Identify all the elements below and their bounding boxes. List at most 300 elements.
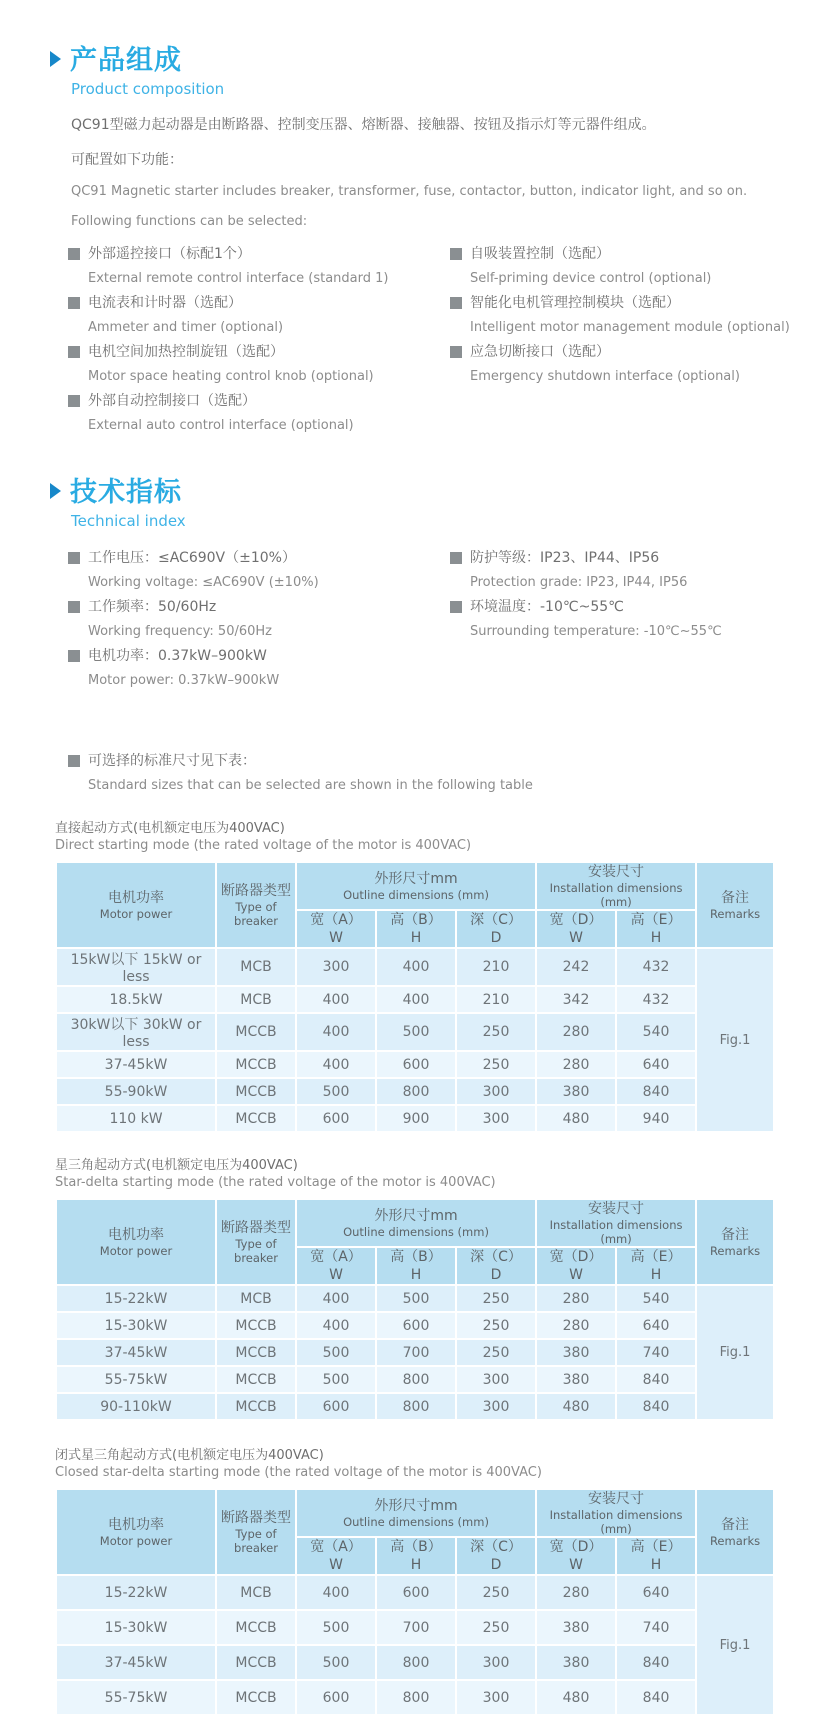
table-cell: 500 [296,1366,376,1393]
table-caption-en: Star-delta starting mode (the rated voltage of the motor is 400VAC) [55,1175,496,1190]
table-cell: 480 [536,1105,616,1132]
subheader-letter: D [490,1557,502,1573]
table-cell: 210 [456,986,536,1013]
table-cell: 280 [536,1285,616,1312]
table-cell: 250 [456,1610,536,1645]
table-cell: MCB [216,986,296,1013]
table-cell: 300 [456,1105,536,1132]
section-title-en: Technical index [71,512,186,530]
col-header-remarks [696,862,774,948]
item-text-en: Protection grade: IP23, IP44, IP56 [470,575,688,590]
col-header-installation-dimensions [536,1489,696,1537]
subheader-letter: W [329,1557,343,1573]
table-cell: 500 [296,1610,376,1645]
table-cell: MCCB [216,1051,296,1078]
table-cell: 540 [616,1013,696,1051]
header-text-en: Remarks [709,1534,761,1548]
col-subheader-dimension [536,1247,616,1285]
list-item [450,244,830,288]
item-text-en: External auto control interface (optional) [88,418,354,433]
table-cell: 400 [296,1285,376,1312]
table-cell: 500 [376,1013,456,1051]
table-row [56,1339,774,1366]
bullet-square-icon [68,650,80,662]
subheader-text-cn: 宽（A） [310,1539,362,1555]
item-text-cn: 应急切断接口（选配） [470,344,610,360]
table-cell: 600 [376,1312,456,1339]
header-text-en: Outline dimensions (mm) [343,1225,489,1239]
table-cell: 15-30kW [56,1610,216,1645]
table-cell: 700 [376,1610,456,1645]
table-cell: 15kW以下 15kW or less [56,948,216,986]
list-item [68,646,450,690]
item-text-en: Motor space heating control knob (optional) [88,369,374,384]
table-cell: 37-45kW [56,1339,216,1366]
header-text-cn: 断路器类型 [221,1220,291,1236]
table-cell: 700 [376,1339,456,1366]
item-text-en: Emergency shutdown interface (optional) [470,369,740,384]
subheader-text-cn: 深（C） [470,1249,522,1265]
section-heading [50,38,830,77]
table-cell: 300 [456,1366,536,1393]
header-row [56,862,774,910]
col-header-installation-dimensions [536,862,696,910]
list-item [68,597,450,641]
table-cell: 800 [376,1645,456,1680]
table-cell: MCB [216,1285,296,1312]
bullet-square-icon [68,297,80,309]
subheader-text-cn: 高（E） [630,912,682,928]
list-item [68,293,450,337]
item-text-en: Ammeter and timer (optional) [88,320,284,335]
bullet-square-icon [68,601,80,613]
table-cell: 300 [296,948,376,986]
dimension-table-grid [55,861,775,1133]
bullet-square-icon [68,552,80,564]
table-cell: 37-45kW [56,1645,216,1680]
table-cell: 500 [296,1078,376,1105]
remark-cell: Fig.1 [696,1575,774,1715]
item-text-cn: 智能化电机管理控制模块（选配） [470,295,680,311]
feature-columns [68,244,830,440]
header-text-cn: 断路器类型 [221,883,291,899]
subheader-text-cn: 高（E） [630,1539,682,1555]
subheader-letter: H [650,1557,662,1573]
item-text-cn: 防护等级：IP23、IP44、IP56 [470,550,660,566]
table-cell: 600 [296,1680,376,1715]
table-row [56,1078,774,1105]
table-cell: 740 [616,1339,696,1366]
subheader-text-cn: 宽（D） [549,1539,603,1555]
triangle-arrow-icon [50,483,61,499]
col-subheader-dimension [296,1537,376,1575]
closed-star-delta-table-block [55,1447,830,1716]
table-row [56,1575,774,1610]
table-cell: MCCB [216,1610,296,1645]
table-cell: 280 [536,1051,616,1078]
col-header-breaker-type [216,1199,296,1285]
dimension-table [55,861,830,1133]
col-subheader-dimension [296,1247,376,1285]
header-text-en: Outline dimensions (mm) [343,1515,489,1529]
dimension-table-grid [55,1198,775,1421]
table-cell: 342 [536,986,616,1013]
item-text-en: Intelligent motor management module (optional) [470,320,790,335]
config-text-cn: 可配置如下功能： [71,152,183,168]
table-cell: 940 [616,1105,696,1132]
header-row [56,1199,774,1247]
bullet-square-icon [68,755,80,767]
bullet-square-icon [450,601,462,613]
item-text-en: Working voltage: ≤AC690V (±10%) [88,575,319,590]
table-cell: 900 [376,1105,456,1132]
col-subheader-dimension [376,1247,456,1285]
table-cell: 110 kW [56,1105,216,1132]
table-cell: 55-90kW [56,1078,216,1105]
list-item [68,244,450,288]
table-cell: 280 [536,1013,616,1051]
table-cell: 250 [456,1312,536,1339]
table-cell: 840 [616,1645,696,1680]
col-header-breaker-type [216,862,296,948]
header-text-cn: 外形尺寸mm [374,1498,458,1514]
col-header-outline-dimensions [296,862,536,910]
section-title-en: Product composition [71,80,225,98]
bullet-square-icon [68,248,80,260]
table-cell: 300 [456,1393,536,1420]
intro-paragraphs [71,114,830,229]
table-cell: 55-75kW [56,1366,216,1393]
bullet-square-icon [450,248,462,260]
subheader-text-cn: 宽（A） [310,1249,362,1265]
subheader-letter: D [490,1267,502,1283]
header-text-en: Type of breaker [234,1527,278,1555]
table-cell: MCCB [216,1339,296,1366]
subheader-letter: W [569,930,583,946]
item-text-cn: 外部遥控接口（标配1个） [88,246,251,262]
note-text-cn: 可选择的标准尺寸见下表： [88,753,256,769]
table-cell: 400 [296,986,376,1013]
table-cell: 242 [536,948,616,986]
table-caption-cn: 星三角起动方式(电机额定电压为400VAC) [55,1158,298,1173]
table-cell: 600 [296,1105,376,1132]
subheader-letter: W [329,930,343,946]
note-text-en: Standard sizes that can be selected are shown in the following table [88,778,533,793]
table-cell: 37-45kW [56,1051,216,1078]
triangle-arrow-icon [50,51,61,67]
item-text-cn: 工作电压：≤AC690V（±10%） [88,550,296,566]
table-caption-cn: 直接起动方式(电机额定电压为400VAC) [55,821,285,836]
table-cell: 540 [616,1285,696,1312]
col-header-motor-power [56,1199,216,1285]
table-cell: 380 [536,1339,616,1366]
table-cell: 840 [616,1078,696,1105]
list-item [450,597,830,641]
col-header-outline-dimensions [296,1489,536,1537]
table-cell: 840 [616,1680,696,1715]
table-cell: 400 [296,1312,376,1339]
item-text-en: External remote control interface (standard 1) [88,271,389,286]
table-cell: 480 [536,1680,616,1715]
subheader-text-cn: 高（E） [630,1249,682,1265]
col-header-remarks [696,1489,774,1575]
table-cell: 15-30kW [56,1312,216,1339]
header-text-cn: 安装尺寸 [588,864,645,880]
subheader-text-cn: 深（C） [470,912,522,928]
section-title-cn: 技术指标 [70,477,182,508]
subheader-letter: W [569,1267,583,1283]
table-cell: 840 [616,1393,696,1420]
table-cell: 400 [376,986,456,1013]
table-cell: 250 [456,1339,536,1366]
subheader-text-cn: 宽（A） [310,912,362,928]
subheader-letter: H [410,930,422,946]
header-text-cn: 安装尺寸 [588,1491,645,1507]
col-subheader-dimension [456,1247,536,1285]
table-row [56,1013,774,1051]
star-delta-table-block [55,1157,830,1421]
subheader-letter: W [329,1267,343,1283]
col-subheader-dimension [536,1537,616,1575]
table-cell: 500 [296,1339,376,1366]
header-text-en: Remarks [709,1244,761,1258]
table-cell: 280 [536,1575,616,1610]
col-subheader-dimension [536,910,616,948]
table-cell: 640 [616,1575,696,1610]
table-caption-en: Direct starting mode (the rated voltage of the motor is 400VAC) [55,838,472,853]
table-cell: 300 [456,1078,536,1105]
table-cell: 90-110kW [56,1393,216,1420]
table-cell: 400 [296,1051,376,1078]
col-header-outline-dimensions [296,1199,536,1247]
table-cell: MCCB [216,1366,296,1393]
table-cell: 740 [616,1610,696,1645]
item-text-en: Working frequency: 50/60Hz [88,624,272,639]
table-cell: 380 [536,1366,616,1393]
subheader-letter: H [410,1267,422,1283]
header-text-cn: 电机功率 [108,1227,164,1243]
product-composition-section [50,38,830,440]
header-text-cn: 备注 [721,1517,750,1533]
table-cell: 500 [296,1645,376,1680]
table-cell: 800 [376,1393,456,1420]
table-cell: MCCB [216,1105,296,1132]
col-header-motor-power [56,1489,216,1575]
feature-list-left [68,244,450,440]
header-text-en: Remarks [709,907,761,921]
table-cell: 250 [456,1051,536,1078]
col-subheader-dimension [456,1537,536,1575]
dimension-table [55,1198,830,1421]
table-cell: MCCB [216,1013,296,1051]
item-text-en: Surrounding temperature: -10℃~55℃ [470,624,722,639]
table-cell: 15-22kW [56,1575,216,1610]
col-subheader-dimension [616,1247,696,1285]
feature-list-right [450,244,830,440]
list-item [450,342,830,386]
header-text-cn: 外形尺寸mm [374,1208,458,1224]
list-item [450,293,830,337]
table-row [56,1645,774,1680]
col-header-breaker-type [216,1489,296,1575]
table-row [56,1105,774,1132]
table-row [56,1366,774,1393]
table-row [56,1051,774,1078]
item-text-cn: 环境温度：-10℃~55℃ [470,599,624,615]
header-text-en: Installation dimensions (mm) [549,881,683,909]
table-cell: 18.5kW [56,986,216,1013]
header-text-en: Installation dimensions (mm) [549,1218,683,1246]
intro-text-cn: QC91型磁力起动器是由断路器、控制变压器、熔断器、接触器、按钮及指示灯等元器件组成。 [71,117,656,133]
subheader-text-cn: 深（C） [470,1539,522,1555]
table-cell: 600 [296,1393,376,1420]
subheader-letter: D [490,930,502,946]
col-subheader-dimension [376,910,456,948]
subheader-letter: H [650,930,662,946]
table-cell: 250 [456,1013,536,1051]
section-title-cn: 产品组成 [70,45,182,76]
table-cell: 640 [616,1051,696,1078]
col-header-remarks [696,1199,774,1285]
table-cell: MCB [216,1575,296,1610]
table-cell: 55-75kW [56,1680,216,1715]
col-header-motor-power [56,862,216,948]
bullet-square-icon [450,297,462,309]
table-cell: 400 [376,948,456,986]
table-row [56,1610,774,1645]
table-cell: 800 [376,1680,456,1715]
col-subheader-dimension [376,1537,456,1575]
table-cell: 600 [376,1575,456,1610]
table-cell: 250 [456,1285,536,1312]
header-row [56,1489,774,1537]
config-text-en: Following functions can be selected: [71,214,308,229]
col-subheader-dimension [456,910,536,948]
table-cell: 380 [536,1645,616,1680]
table-cell: 432 [616,948,696,986]
table-cell: 600 [376,1051,456,1078]
intro-text-en: QC91 Magnetic starter includes breaker, transformer, fuse, contactor, button, indicator light, and so on. [71,184,748,199]
item-text-cn: 自吸装置控制（选配） [470,246,610,262]
table-row [56,1312,774,1339]
standard-sizes-note [68,751,830,795]
table-cell: 640 [616,1312,696,1339]
subheader-letter: W [569,1557,583,1573]
subheader-letter: H [410,1557,422,1573]
list-item [68,342,450,386]
item-text-cn: 工作频率：50/60Hz [88,599,217,615]
table-cell: 280 [536,1312,616,1339]
direct-starting-table-block [55,820,830,1133]
table-caption-en: Closed star-delta starting mode (the rated voltage of the motor is 400VAC) [55,1465,542,1480]
table-cell: 480 [536,1393,616,1420]
table-row [56,1393,774,1420]
subheader-text-cn: 宽（D） [549,1249,603,1265]
table-cell: MCB [216,948,296,986]
col-subheader-dimension [616,910,696,948]
header-text-cn: 备注 [721,1227,750,1243]
header-text-cn: 电机功率 [108,890,164,906]
table-cell: 400 [296,1013,376,1051]
table-cell: 15-22kW [56,1285,216,1312]
subheader-text-cn: 高（B） [390,1539,442,1555]
technical-index-section [50,470,830,695]
table-cell: 300 [456,1680,536,1715]
subheader-letter: H [650,1267,662,1283]
item-text-cn: 外部自动控制接口（选配） [88,393,256,409]
table-row [56,986,774,1013]
table-cell: MCCB [216,1393,296,1420]
table-cell: 800 [376,1366,456,1393]
table-cell: 210 [456,948,536,986]
header-text-cn: 外形尺寸mm [374,871,458,887]
item-text-en: Motor power: 0.37kW–900kW [88,673,280,688]
bullet-square-icon [450,346,462,358]
header-text-en: Type of breaker [234,1237,278,1265]
bullet-square-icon [450,552,462,564]
table-row [56,1285,774,1312]
item-text-cn: 电机空间加热控制旋钮（选配） [88,344,284,360]
table-cell: 380 [536,1610,616,1645]
header-text-cn: 备注 [721,890,750,906]
header-text-en: Motor power [99,907,173,921]
spec-list-left [68,548,450,695]
header-text-en: Installation dimensions (mm) [549,1508,683,1536]
bullet-square-icon [68,395,80,407]
list-item [68,391,450,435]
table-cell: 500 [376,1285,456,1312]
subheader-text-cn: 高（B） [390,912,442,928]
col-subheader-dimension [616,1537,696,1575]
dimension-table-grid [55,1488,775,1716]
header-text-en: Outline dimensions (mm) [343,888,489,902]
section-heading [50,470,830,509]
table-caption-cn: 闭式星三角起动方式(电机额定电压为400VAC) [55,1448,324,1463]
item-text-cn: 电机功率：0.37kW–900kW [88,648,267,664]
table-cell: MCCB [216,1680,296,1715]
header-text-cn: 断路器类型 [221,1510,291,1526]
header-text-cn: 安装尺寸 [588,1201,645,1217]
table-cell: MCCB [216,1078,296,1105]
header-text-cn: 电机功率 [108,1517,164,1533]
subheader-text-cn: 高（B） [390,1249,442,1265]
header-text-en: Type of breaker [234,900,278,928]
bullet-square-icon [68,346,80,358]
table-cell: 380 [536,1078,616,1105]
list-item [68,548,450,592]
table-cell: 300 [456,1645,536,1680]
item-text-cn: 电流表和计时器（选配） [88,295,242,311]
col-subheader-dimension [296,910,376,948]
table-cell: MCCB [216,1645,296,1680]
item-text-en: Self-priming device control (optional) [470,271,712,286]
table-cell: 800 [376,1078,456,1105]
table-cell: MCCB [216,1312,296,1339]
list-item [450,548,830,592]
table-row [56,1680,774,1715]
table-cell: 432 [616,986,696,1013]
table-cell: 400 [296,1575,376,1610]
table-cell: 30kW以下 30kW or less [56,1013,216,1051]
spec-list-right [450,548,830,695]
table-cell: 840 [616,1366,696,1393]
remark-cell: Fig.1 [696,1285,774,1420]
header-text-en: Motor power [99,1244,173,1258]
table-row [56,948,774,986]
dimension-table [55,1488,830,1716]
spec-columns [68,548,830,695]
remark-cell: Fig.1 [696,948,774,1132]
